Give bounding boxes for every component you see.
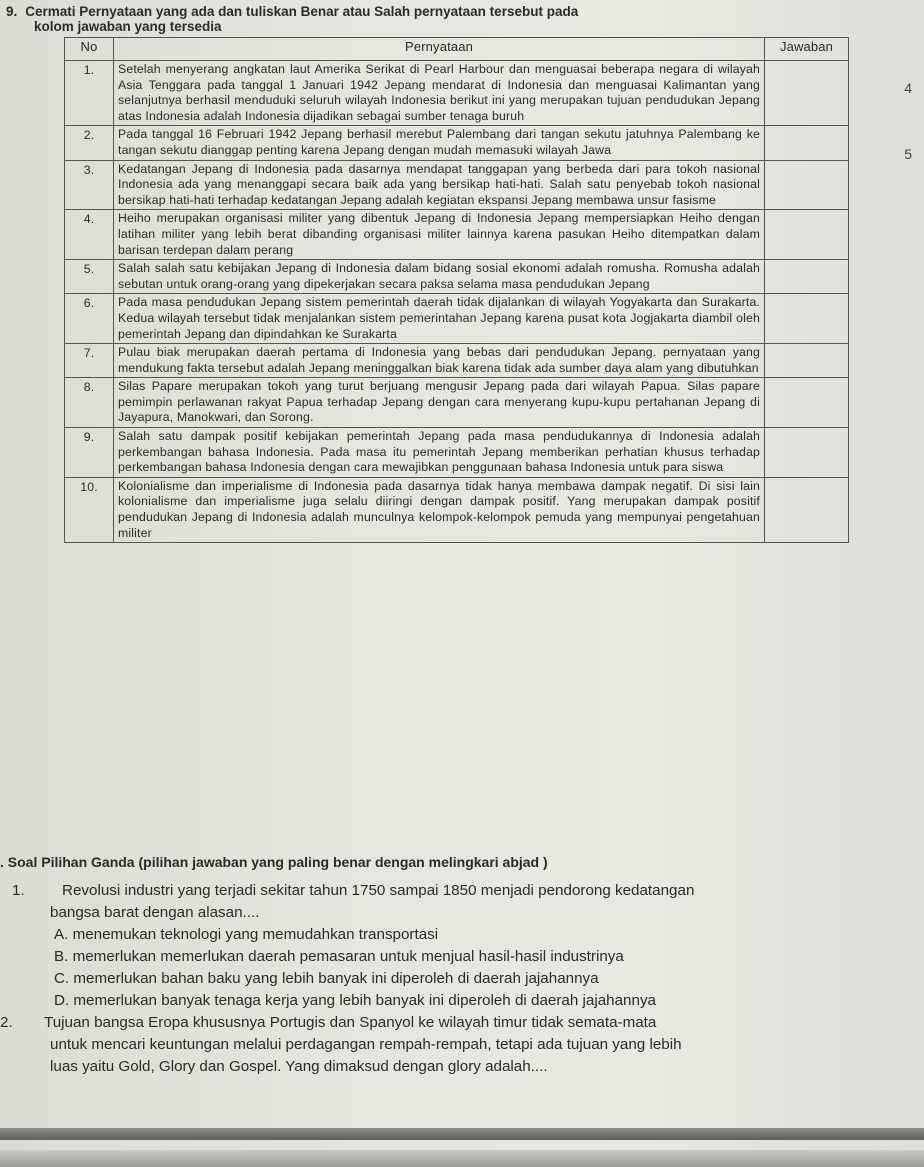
table-row <box>65 294 849 344</box>
bottom-shadow-bar <box>0 1128 924 1140</box>
row-statement: Kedatangan Jepang di Indonesia pada dasarnya mendapat tanggapan yang berbeda dari para tokoh nasional Indonesia ada yang menanggapi secara baik ada yang bersikap hati-hati. Salah satu penyebab tokoh nasional bersikap hati-hati terhadap kedatangan Jepang adalah kegiatan ekspansi Jepang membawa unsur fasisme <box>114 160 765 210</box>
row-number: 2. <box>65 126 114 160</box>
header-answer: Jawaban <box>765 38 849 61</box>
mc-question-number: 1. <box>12 882 25 899</box>
row-number: 1. <box>65 61 114 126</box>
question-9-number: 9. <box>6 4 18 19</box>
row-statement: Silas Papare merupakan tokoh yang turut berjuang mengusir Jepang pada dari wilayah Papua. Silas papare pemimpin perlawanan rakyat Papua terhadap Jepang dengan cara menyerang kupu-kupu pertahanan Jepang di Jayapura, Manokwari, dan Sorong. <box>114 378 765 428</box>
answer-cell[interactable] <box>765 378 849 428</box>
row-number: 3. <box>65 160 114 210</box>
mc-question-text-cont2: luas yaitu Gold, Glory dan Gospel. Yang dimaksud dengan glory adalah.... <box>50 1058 548 1075</box>
table-row <box>65 378 849 428</box>
table-row <box>65 160 849 210</box>
statement-table <box>64 37 849 543</box>
row-statement: Salah satu dampak positif kebijakan pemerintah Jepang pada masa pendudukannya di Indonesia adalah perkembangan bahasa Indonesia. Pada masa itu pemerintah Jepang memberikan perhatian khusus terhadap perkembangan bahasa Indonesia dengan cara mewajibkan penggunaan bahasa Indonesia untuk para siswa <box>114 428 765 478</box>
table-row <box>65 61 849 126</box>
bottom-edge <box>0 1150 924 1167</box>
mc-option-b[interactable]: B. memerlukan memerlukan daerah pemasaran untuk menjual hasil-hasil industrinya <box>54 948 624 965</box>
answer-cell[interactable] <box>765 160 849 210</box>
row-statement: Kolonialisme dan imperialisme di Indonesia pada dasarnya tidak hanya membawa dampak negatif. Di sisi lain kolonialisme dan imperialisme juga selalu diiringi dengan dampak positif. Yang merupakan dampak positif pendudukan Jepang di Indonesia adalah munculnya kelompok-kelompok pemuda yang mempunyai pengetahuan militer <box>114 477 765 542</box>
header-no: No <box>65 38 114 61</box>
question-9-line2: kolom jawaban yang tersedia <box>34 19 222 34</box>
multiple-choice-list <box>0 880 918 1078</box>
table-row <box>65 260 849 294</box>
mc-question-2 <box>0 1012 918 1034</box>
row-statement: Setelah menyerang angkatan laut Amerika Serikat di Pearl Harbour dan menguasai beberapa negara di wilayah Asia Tenggara pada tanggal 1 Januari 1942 Jepang mendarat di Indonesia dan menguasai Kalimantan yang selanjutnya berhasil menduduki seluruh wilayah Indonesia berikut ini yang merupakan tujuan pendudukan Jepang atas Indonesia adalah Indonesia dijadikan sebagai sumber tenaga buruh <box>114 61 765 126</box>
mc-question-1 <box>8 880 918 902</box>
row-statement: Heiho merupakan organisasi militer yang dibentuk Jepang di Indonesia Jepang mempersiapkan Heiho dengan latihan militer yang lebih berat dibanding organisasi militer lainnya karena pasukan Heiho ditempatkan dalam barisan terdepan dalam perang <box>114 210 765 260</box>
row-statement: Salah salah satu kebijakan Jepang di Indonesia dalam bidang sosial ekonomi adalah romusha. Romusha adalah sebutan untuk orang-orang yang dipekerjakan secara paksa selama masa pendudukan Jepang <box>114 260 765 294</box>
answer-cell[interactable] <box>765 477 849 542</box>
header-statement: Pernyataan <box>114 38 765 61</box>
table-row <box>65 428 849 478</box>
answer-cell[interactable] <box>765 126 849 160</box>
row-number: 5. <box>65 260 114 294</box>
mc-question-text-cont: bangsa barat dengan alasan.... <box>50 904 260 921</box>
table-row <box>65 344 849 378</box>
mc-question-number: 2. <box>0 1014 13 1031</box>
row-number: 8. <box>65 378 114 428</box>
row-number: 10. <box>65 477 114 542</box>
row-statement: Pada masa pendudukan Jepang sistem pemerintah daerah tidak dijalankan di wilayah Yogyakarta dan Surakarta. Kedua wilayah tersebut tidak menjalankan sistem pemerintahan Jepang karena pusat kota Jogjakarta diambil oleh pemerintah Jepang dan dipindahkan ke Surakarta <box>114 294 765 344</box>
question-9-instruction <box>6 4 916 34</box>
question-9-line1: Cermati Pernyataan yang ada dan tuliskan Benar atau Salah pernyataan tersebut pada <box>25 4 579 19</box>
answer-cell[interactable] <box>765 210 849 260</box>
answer-cell[interactable] <box>765 294 849 344</box>
row-number: 6. <box>65 294 114 344</box>
mc-question-text: Revolusi industri yang terjadi sekitar tahun 1750 sampai 1850 menjadi pendorong kedatangan <box>62 882 695 899</box>
mc-option-a[interactable]: A. menemukan teknologi yang memudahkan transportasi <box>54 926 439 943</box>
mc-question-text: Tujuan bangsa Eropa khususnya Portugis dan Spanyol ke wilayah timur tidak semata-mata <box>44 1014 657 1031</box>
section-multiple-choice-title: . Soal Pilihan Ganda (pilihan jawaban yang paling benar dengan melingkari abjad ) <box>0 854 548 870</box>
answer-cell[interactable] <box>765 260 849 294</box>
row-statement: Pulau biak merupakan daerah pertama di Indonesia yang bebas dari pendudukan Jepang. pernyataan yang mendukung fakta tersebut adalah Jepang meninggalkan biak karena tidak ada sumber daya alam yang dibutuhkan <box>114 344 765 378</box>
row-number: 4. <box>65 210 114 260</box>
table-header-row <box>65 38 849 61</box>
row-statement: Pada tanggal 16 Februari 1942 Jepang berhasil merebut Palembang dari tangan sekutu jatuhnya Palembang ke tangan sekutu dianggap penting karena Jepang dengan mudah memasuki wilayah Jawa <box>114 126 765 160</box>
answer-cell[interactable] <box>765 61 849 126</box>
table-row <box>65 210 849 260</box>
mc-option-c[interactable]: C. memerlukan bahan baku yang lebih banyak ini diperoleh di daerah jajahannya <box>54 970 599 987</box>
row-number: 9. <box>65 428 114 478</box>
table-row <box>65 477 849 542</box>
side-mark-4: 4 <box>904 80 912 96</box>
answer-cell[interactable] <box>765 428 849 478</box>
table-row <box>65 126 849 160</box>
mc-option-d[interactable]: D. memerlukan banyak tenaga kerja yang lebih banyak ini diperoleh di daerah jajahannya <box>54 992 656 1009</box>
side-mark-5: 5 <box>904 146 912 162</box>
mc-question-text-cont: untuk mencari keuntungan melalui perdagangan rempah-rempah, tetapi ada tujuan yang lebih <box>50 1036 682 1053</box>
answer-cell[interactable] <box>765 344 849 378</box>
row-number: 7. <box>65 344 114 378</box>
